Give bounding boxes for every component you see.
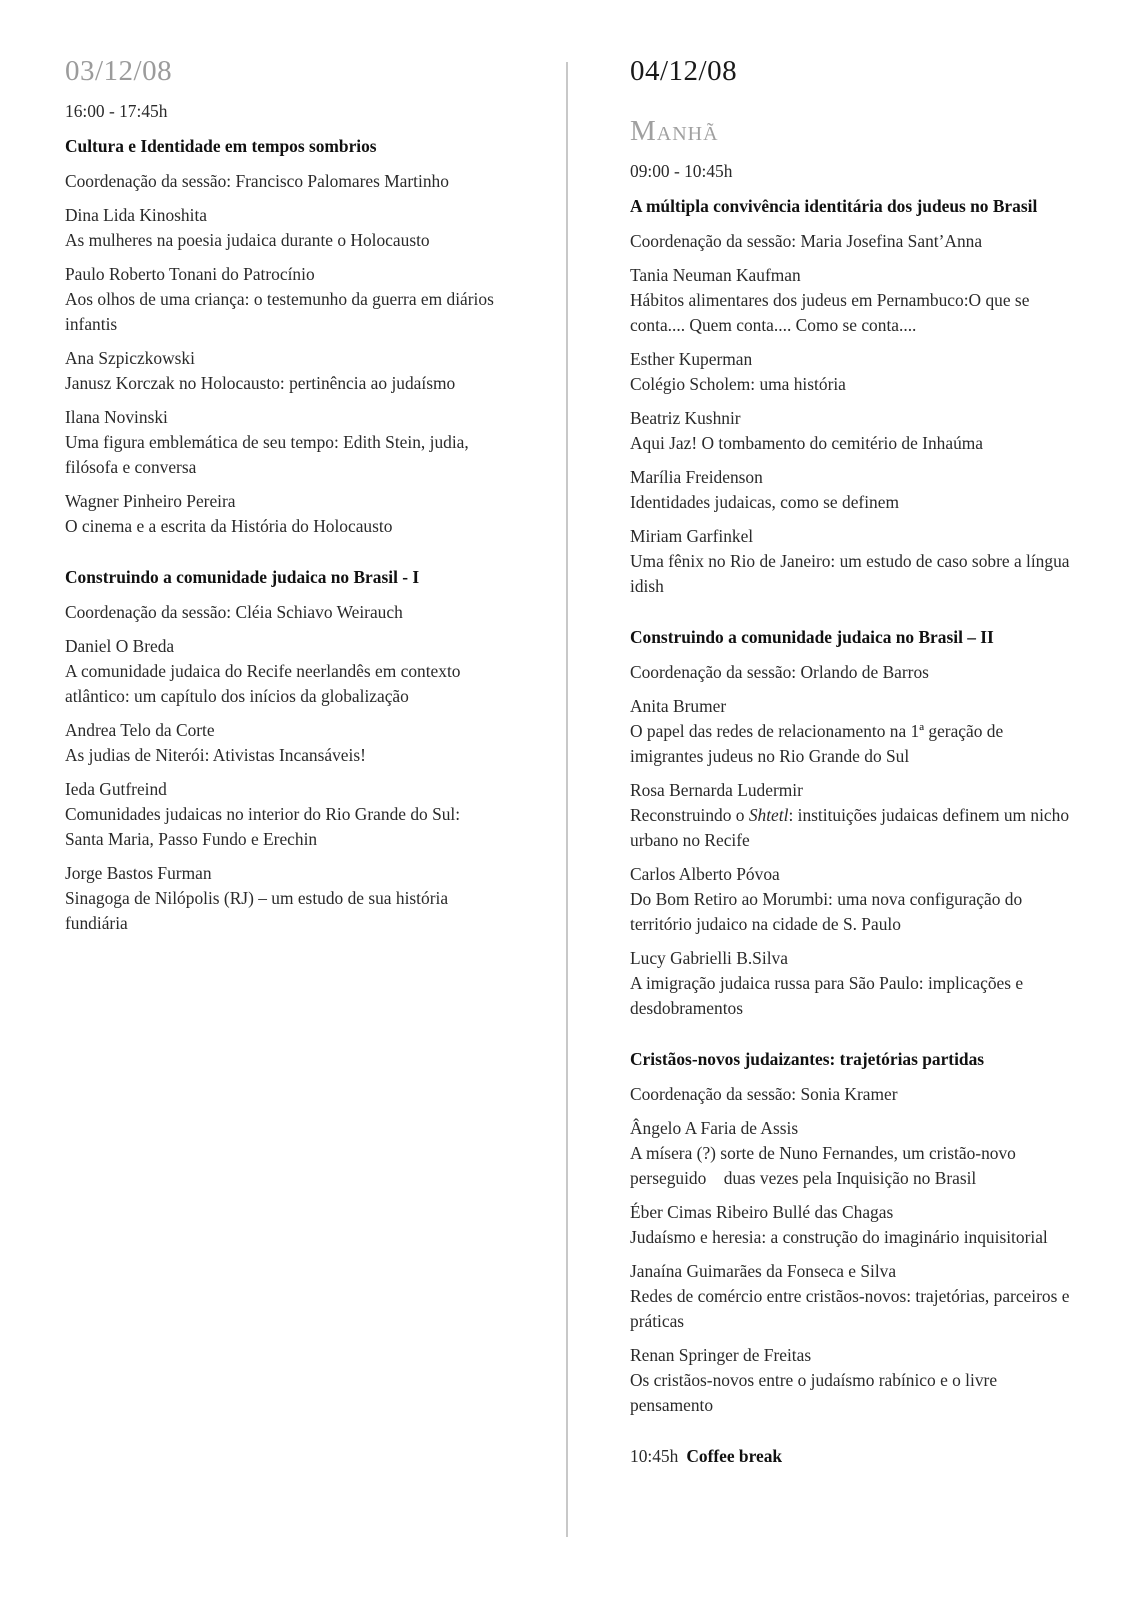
talk-title: Comunidades judaicas no interior do Rio Grande do Sul: Santa Maria, Passo Fundo e Erechin <box>65 804 461 849</box>
talk-item <box>65 262 495 337</box>
session-time: 09:00 - 10:45h <box>630 161 733 181</box>
session-time: 16:00 - 17:45h <box>65 101 168 121</box>
talk-item <box>65 489 495 539</box>
talk-title: Uma figura emblemática de seu tempo: Edith Stein, judia, filósofa e conversa <box>65 432 469 477</box>
talk-item <box>630 1259 1080 1334</box>
talk-speaker: Ângelo A Faria de Assis <box>630 1118 799 1138</box>
talk-item <box>65 634 495 709</box>
talk-speaker: Renan Springer de Freitas <box>630 1345 812 1365</box>
right-schedule <box>630 159 1080 1469</box>
talk-item <box>630 778 1080 853</box>
talk-item <box>65 405 495 480</box>
talk-item <box>630 406 1080 456</box>
talk-title: As mulheres na poesia judaica durante o Holocausto <box>65 230 430 250</box>
talk-speaker: Wagner Pinheiro Pereira <box>65 491 236 511</box>
talk-title: As judias de Niterói: Ativistas Incansáveis! <box>65 745 366 765</box>
talk-item <box>630 694 1080 769</box>
talk-item <box>630 1343 1080 1418</box>
talk-item <box>65 346 495 396</box>
talk-speaker: Carlos Alberto Póvoa <box>630 864 780 884</box>
talk-title: Judaísmo e heresia: a construção do imaginário inquisitorial <box>630 1227 1048 1247</box>
talk-title: Colégio Scholem: uma história <box>630 374 846 394</box>
session-coordination: Coordenação da sessão: Cléia Schiavo Weirauch <box>65 602 403 622</box>
coffee-break-time: 10:45h <box>630 1446 679 1466</box>
talk-title: Sinagoga de Nilópolis (RJ) – um estudo de sua história fundiária <box>65 888 449 933</box>
talk-speaker: Tania Neuman Kaufman <box>630 265 801 285</box>
talk-speaker: Esther Kuperman <box>630 349 753 369</box>
talk-title: Reconstruindo o Shtetl: instituições judaicas definem um nicho urbano no Recife <box>630 805 1070 850</box>
talk-title: A mísera (?) sorte de Nuno Fernandes, um cristão-novo perseguido duas vezes pela Inquisição no Brasil <box>630 1143 1021 1188</box>
date-heading: 03/12/08 <box>65 55 173 87</box>
column-divider <box>566 62 568 1537</box>
talk-item <box>630 347 1080 397</box>
talk-title: Aos olhos de uma criança: o testemunho da guerra em diários infantis <box>65 289 494 334</box>
talk-speaker: Ana Szpiczkowski <box>65 348 195 368</box>
talk-title: Do Bom Retiro ao Morumbi: uma nova configuração do território judaico na cidade de S. Paulo <box>630 889 1023 934</box>
session-title: Construindo a comunidade judaica no Brasil – II <box>630 627 994 647</box>
talk-speaker: Marília Freidenson <box>630 467 763 487</box>
session-title: Construindo a comunidade judaica no Brasil - I <box>65 567 420 587</box>
coffee-break-label: Coffee break <box>686 1446 783 1466</box>
talk-speaker: Rosa Bernarda Ludermir <box>630 780 803 800</box>
talk-speaker: Paulo Roberto Tonani do Patrocínio <box>65 264 315 284</box>
talk-item <box>630 946 1080 1021</box>
talk-speaker: Janaína Guimarães da Fonseca e Silva <box>630 1261 897 1281</box>
session-title: Cultura e Identidade em tempos sombrios <box>65 136 377 156</box>
coffee-break <box>630 1444 1080 1469</box>
period-heading: Manhã <box>630 115 719 147</box>
date-heading: 04/12/08 <box>630 55 738 87</box>
talk-item <box>65 861 495 936</box>
talk-title: Identidades judaicas, como se definem <box>630 492 899 512</box>
talk-speaker: Ieda Gutfreind <box>65 779 167 799</box>
talk-item <box>65 777 495 852</box>
session-coordination: Coordenação da sessão: Orlando de Barros <box>630 662 929 682</box>
talk-title: A imigração judaica russa para São Paulo: implicações e desdobramentos <box>630 973 1024 1018</box>
left-schedule <box>65 99 495 945</box>
talk-item <box>630 1116 1080 1191</box>
talk-speaker: Andrea Telo da Corte <box>65 720 215 740</box>
talk-item <box>630 1200 1080 1250</box>
talk-item <box>65 203 495 253</box>
talk-item <box>630 524 1080 599</box>
talk-item <box>630 465 1080 515</box>
talk-title: O papel das redes de relacionamento na 1ª geração de imigrantes judeus no Rio Grande do Sul <box>630 721 1004 766</box>
talk-speaker: Ilana Novinski <box>65 407 168 427</box>
talk-title: Hábitos alimentares dos judeus em Pernambuco:O que se conta.... Quem conta.... Como se conta.... <box>630 290 1030 335</box>
session-coordination: Coordenação da sessão: Sonia Kramer <box>630 1084 898 1104</box>
talk-item <box>630 862 1080 937</box>
talk-speaker: Daniel O Breda <box>65 636 175 656</box>
talk-item <box>65 718 495 768</box>
session-title: A múltipla convivência identitária dos judeus no Brasil <box>630 196 1038 216</box>
session-coordination: Coordenação da sessão: Maria Josefina Sant’Anna <box>630 231 983 251</box>
talk-speaker: Éber Cimas Ribeiro Bullé das Chagas <box>630 1202 894 1222</box>
talk-title: Os cristãos-novos entre o judaísmo rabínico e o livre pensamento <box>630 1370 998 1415</box>
talk-speaker: Beatriz Kushnir <box>630 408 741 428</box>
talk-title: Aqui Jaz! O tombamento do cemitério de Inhaúma <box>630 433 984 453</box>
talk-speaker: Anita Brumer <box>630 696 727 716</box>
talk-speaker: Jorge Bastos Furman <box>65 863 212 883</box>
talk-title: A comunidade judaica do Recife neerlandês em contexto atlântico: um capítulo dos inícios da globalização <box>65 661 461 706</box>
talk-title: Uma fênix no Rio de Janeiro: um estudo de caso sobre a língua idish <box>630 551 1070 596</box>
talk-item <box>630 263 1080 338</box>
session-coordination: Coordenação da sessão: Francisco Palomares Martinho <box>65 171 449 191</box>
talk-title: O cinema e a escrita da História do Holocausto <box>65 516 393 536</box>
talk-speaker: Dina Lida Kinoshita <box>65 205 207 225</box>
talk-title-emphasis: Shtetl <box>748 805 789 825</box>
talk-speaker: Miriam Garfinkel <box>630 526 754 546</box>
talk-title: Redes de comércio entre cristãos-novos: trajetórias, parceiros e práticas <box>630 1286 1070 1331</box>
talk-speaker: Lucy Gabrielli B.Silva <box>630 948 788 968</box>
talk-title: Janusz Korczak no Holocausto: pertinência ao judaísmo <box>65 373 456 393</box>
session-title: Cristãos-novos judaizantes: trajetórias partidas <box>630 1049 985 1069</box>
